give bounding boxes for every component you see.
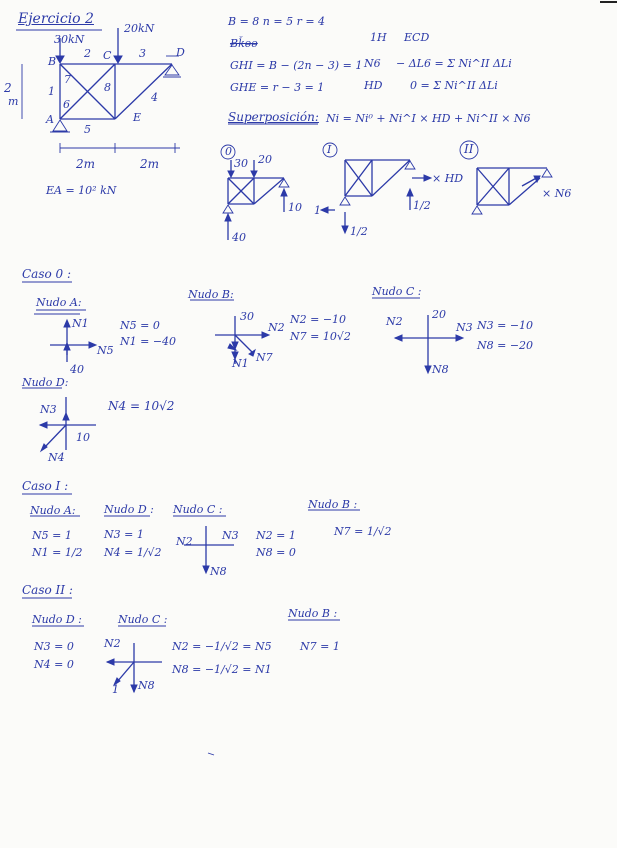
c0-nudo-c-r2: N8 = −20	[477, 339, 534, 352]
c0-nudo-a-r1: N5 = 0	[120, 319, 160, 332]
eq-compat-2: 0 = Σ Ni^II ΔLi	[410, 79, 498, 92]
c0-nudo-b-n2: N2	[268, 321, 285, 334]
cII-nudo-d-r2: N4 = 0	[34, 658, 74, 671]
cI-nudo-d-r2: N4 = 1/√2	[104, 546, 162, 559]
caseII-truss	[460, 141, 552, 214]
cII-nudo-c-f: 1	[112, 683, 119, 696]
cII-nudo-d-r1: N3 = 0	[34, 640, 74, 653]
c0-nudo-a-r2: N1 = −40	[120, 335, 177, 348]
caso0-heading: Caso 0 :	[22, 267, 72, 281]
c0-nudo-c-title: Nudo C :	[372, 285, 422, 298]
c0-nudo-b-f: 30	[240, 310, 254, 323]
c0-nudo-d-n3: N3	[40, 403, 57, 416]
c0-r10: 10	[288, 201, 302, 214]
load-b-label: 30kN	[54, 33, 85, 46]
eq-hd: HD	[364, 79, 383, 92]
c0-nudo-c-fbd	[372, 298, 463, 376]
eq-n6: N6	[364, 57, 381, 70]
cI-nudo-d-title: Nudo D :	[104, 503, 154, 516]
c0-tag: 0	[225, 145, 232, 158]
cI-nudo-c-r1: N2 = 1	[256, 529, 296, 542]
c0-f20: 20	[258, 153, 272, 166]
c0-nudo-b-n7: N7	[256, 351, 273, 364]
node-a-label: A	[46, 113, 54, 126]
node-b-label: B	[48, 55, 57, 68]
c0-nudo-b-r1: N2 = −10	[290, 313, 347, 326]
c0-f30: 30	[234, 157, 248, 170]
cI-nudo-b-r1: N7 = 1/√2	[334, 525, 392, 538]
caseI-truss	[321, 143, 431, 233]
eq-ghi: GHI = B − (2n − 3) = 1	[230, 59, 363, 72]
cI-nudo-c-n8: N8	[210, 565, 227, 578]
span-2: 2m	[140, 157, 160, 171]
cII-nudo-b-title: Nudo B :	[288, 607, 338, 620]
cII-nudo-c-title: Nudo C :	[118, 613, 168, 626]
height-unit: m	[8, 95, 19, 108]
c0-nudo-b-r2: N7 = 10√2	[290, 330, 351, 343]
c2-tag: II	[464, 142, 474, 156]
bar-6-label: 6	[63, 98, 70, 111]
eq-ecd-label: ECD	[404, 31, 430, 44]
superposition-formula: Ni = Ni⁰ + Ni^I × HD + Ni^II × N6	[326, 112, 531, 125]
node-c-label: C	[103, 49, 112, 62]
c1-hd: × HD	[432, 172, 464, 185]
c0-nudo-a-n5: N5	[97, 344, 114, 357]
eq-compat-1: − ΔL6 = Σ Ni^II ΔLi	[396, 57, 512, 70]
c0-nudo-a-f: 40	[70, 363, 84, 376]
ea-value: EA = 10² kN	[46, 184, 117, 197]
c0-nudo-d-f: 10	[76, 431, 90, 444]
casoI-heading: Caso I :	[22, 479, 69, 493]
bar-3-label: 3	[139, 47, 146, 60]
node-d-label: D	[176, 46, 185, 59]
cI-nudo-c-n2: N2	[176, 535, 193, 548]
cI-nudo-c-r2: N8 = 0	[256, 546, 296, 559]
bar-1-label: 1	[48, 85, 55, 98]
c0-nudo-c-n3: N3	[456, 321, 473, 334]
load-c-label: 20kN	[124, 22, 155, 35]
eq-line1: B = 8 n = 5 r = 4	[228, 15, 326, 28]
c1-rhalf-a: 1/2	[350, 225, 368, 238]
c0-nudo-c-n8: N8	[432, 363, 449, 376]
cI-nudo-c-n3: N3	[222, 529, 239, 542]
c0-nudo-b-n1: N1	[232, 357, 249, 370]
cII-nudo-b-r1: N7 = 1	[300, 640, 340, 653]
c1-r1: 1	[314, 204, 321, 217]
span-1: 2m	[76, 157, 96, 171]
c0-r40: 40	[232, 231, 246, 244]
bar-7-label: 7	[64, 73, 71, 86]
c0-nudo-d-n4: N4	[48, 451, 65, 464]
c0-nudo-d-title: Nudo D:	[22, 376, 69, 389]
cI-nudo-c-title: Nudo C :	[173, 503, 223, 516]
c0-nudo-a-n1: N1	[72, 317, 89, 330]
c0-nudo-c-n2: N2	[386, 315, 403, 328]
height-value: 2	[4, 81, 12, 95]
eq-hi-label: 1H	[370, 31, 387, 44]
eq-ghe: GHE = r − 3 = 1	[230, 81, 325, 94]
eq-scribble: Ƀǩǝǝ	[230, 37, 258, 50]
cI-nudo-a-r1: N5 = 1	[32, 529, 72, 542]
cII-nudo-d-title: Nudo D :	[32, 613, 82, 626]
cII-nudo-c-n2: N2	[104, 637, 121, 650]
superposition-label: Superposición:	[228, 110, 319, 124]
c2-n6: × N6	[542, 187, 572, 200]
cI-nudo-a-title: Nudo A:	[30, 504, 76, 517]
bar-8-label: 8	[104, 81, 111, 94]
case0-truss	[221, 145, 289, 240]
cII-nudo-c-r1: N2 = −1/√2 = N5	[172, 640, 272, 653]
bar-2-label: 2	[84, 47, 91, 60]
cI-nudo-b-title: Nudo B :	[308, 498, 358, 511]
cI-nudo-d-r1: N3 = 1	[104, 528, 144, 541]
c0-nudo-c-r1: N3 = −10	[477, 319, 534, 332]
bar-4-label: 4	[151, 91, 158, 104]
casoII-heading: Caso II :	[22, 583, 73, 597]
c1-rhalf-d: 1/2	[413, 199, 431, 212]
c0-nudo-a-title: Nudo A:	[36, 296, 82, 309]
bar-5-label: 5	[84, 123, 91, 136]
c0-nudo-d-r1: N4 = 10√2	[108, 399, 175, 413]
cII-nudo-c-r2: N8 = −1/√2 = N1	[172, 663, 272, 676]
page-title: Ejercicio 2	[18, 11, 94, 27]
c0-nudo-b-title: Nudo B:	[188, 288, 234, 301]
cI-nudo-a-r2: N1 = 1/2	[32, 546, 83, 559]
c1-tag: I	[327, 143, 332, 156]
c0-nudo-c-f: 20	[432, 308, 446, 321]
cII-nudo-c-n8: N8	[138, 679, 155, 692]
node-e-label: E	[133, 111, 142, 124]
